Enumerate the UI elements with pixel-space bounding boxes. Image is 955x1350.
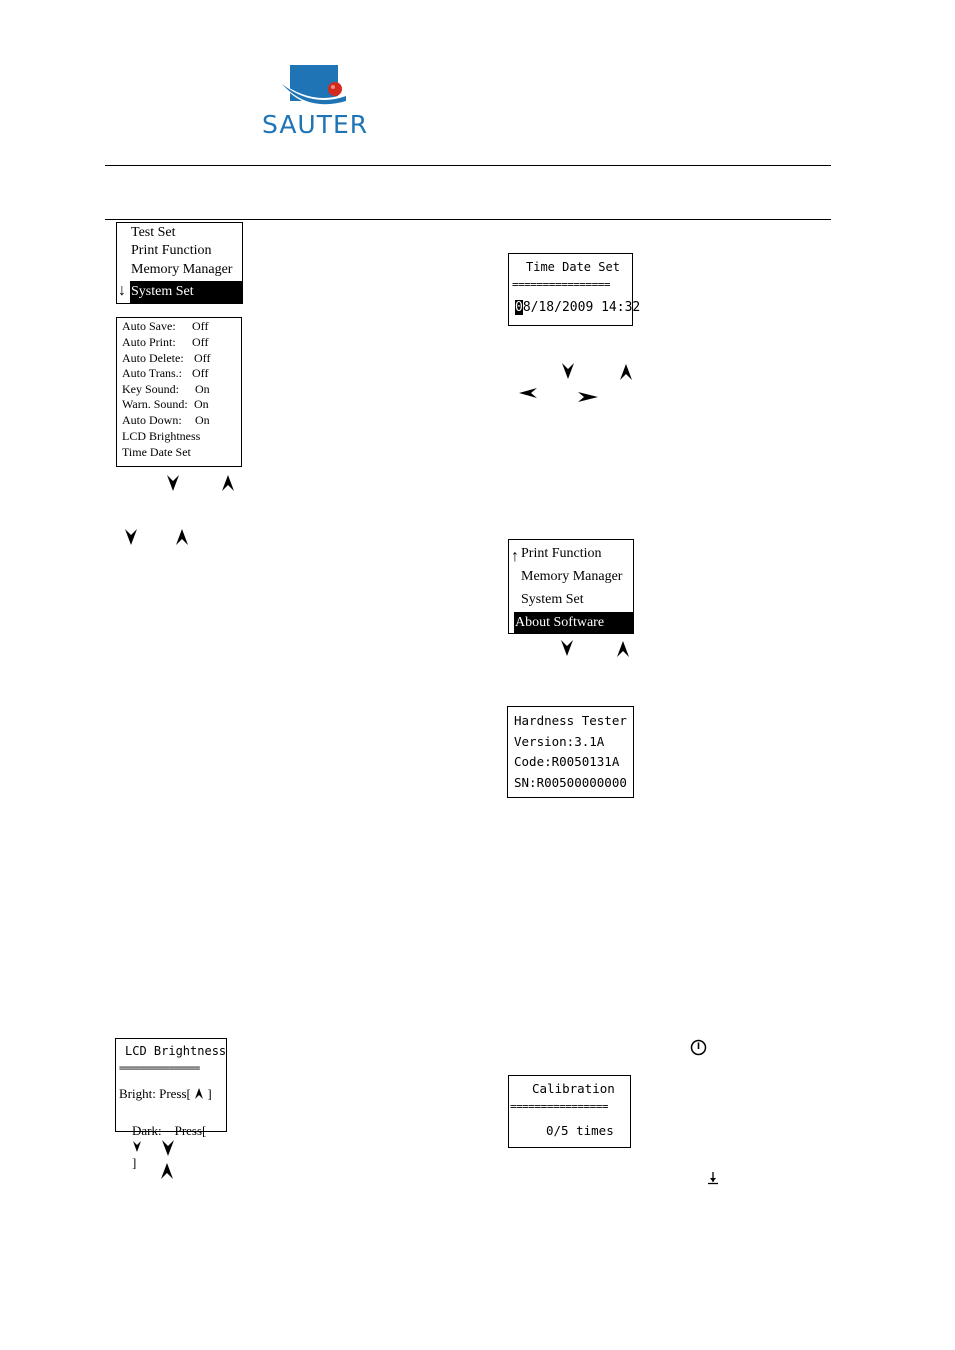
calibration-count: 0/5 times [546,1123,614,1138]
menu-item-print-function[interactable]: Print Function [131,243,212,258]
menu-item-print-function[interactable]: Print Function [521,546,602,561]
setting-value: On [195,382,210,396]
setting-label[interactable]: LCD Brightness [122,429,201,443]
bright-instruction [119,1086,212,1102]
calibration-screen [508,1075,631,1148]
time-date-screen [508,253,641,326]
setting-label[interactable]: Key Sound: [122,382,179,396]
arrow-down-icon [124,528,138,546]
menu-item-system-set[interactable]: System Set [521,592,584,607]
arrow-up-icon [175,528,189,546]
bracket-close: ] [207,1086,212,1101]
setting-label[interactable]: Time Date Set [122,445,191,459]
menu-item-about-software[interactable]: About Software [514,612,634,633]
menu-item-system-set[interactable]: System Set [130,281,243,303]
power-icon [690,1039,707,1056]
menu-item-memory-manager[interactable]: Memory Manager [521,569,623,584]
setting-label[interactable]: Auto Trans.: [122,366,183,380]
edit-cursor: 0 [515,300,523,315]
about-software-screen [507,706,634,798]
scroll-down-icon: ↓ [118,282,126,299]
setting-label[interactable]: Auto Print: [122,335,176,349]
menu-item-memory-manager[interactable]: Memory Manager [131,262,233,277]
arrow-up-icon [194,1087,204,1100]
lcd-brightness-title: LCD Brightness [125,1044,227,1058]
setting-value: Off [192,366,209,380]
main-menu-screen [116,222,243,304]
setting-value: Off [192,335,209,349]
brand-name: SAUTER [262,110,369,139]
arrow-down-icon [161,1139,175,1157]
arrow-down-icon [560,639,574,657]
about-menu-screen [508,539,634,634]
dark-label: Dark: Press[ [132,1123,207,1138]
setting-value: Off [194,351,211,365]
date-time-text: 8/18/2009 14:32 [522,300,641,315]
header-rule [105,165,831,166]
lcd-brightness-screen [115,1038,227,1170]
setting-label[interactable]: Auto Save: [122,319,176,333]
separator: ================ [510,1100,608,1113]
down-stop-icon [707,1171,719,1185]
setting-value: On [194,397,209,411]
arrow-down-icon [166,474,180,492]
separator: ================ [119,1063,200,1074]
separator: ================ [512,278,610,291]
arrow-up-icon [221,474,235,492]
section-rule [105,219,831,220]
menu-item-test-set[interactable]: Test Set [131,225,176,240]
calibration-title: Calibration [532,1081,615,1096]
about-serial: SN:R00500000000 [514,775,627,790]
arrow-up-icon [619,363,633,381]
arrow-down-icon [561,362,575,380]
about-code: Code:R0050131A [514,754,620,769]
about-version: Version:3.1A [514,734,605,749]
date-time-value[interactable] [515,300,640,315]
arrow-left-icon [518,387,538,399]
setting-label[interactable]: Auto Down: [122,413,182,427]
sauter-logo [262,62,377,142]
setting-value: On [195,413,210,427]
setting-value: Off [192,319,209,333]
arrow-right-icon [577,391,599,403]
arrow-up-icon [616,640,630,658]
setting-label[interactable]: Warn. Sound: [122,397,188,411]
time-date-title: Time Date Set [526,260,620,274]
arrow-up-icon [160,1162,174,1180]
system-set-screen [116,317,242,467]
arrow-down-icon [132,1140,142,1153]
bright-label: Bright: Press[ [119,1086,191,1101]
about-product: Hardness Tester [514,713,627,728]
scroll-up-icon: ↑ [511,548,519,565]
bracket-close: ] [132,1155,137,1170]
logo-mark-icon [262,62,377,112]
setting-label[interactable]: Auto Delete: [122,351,184,365]
